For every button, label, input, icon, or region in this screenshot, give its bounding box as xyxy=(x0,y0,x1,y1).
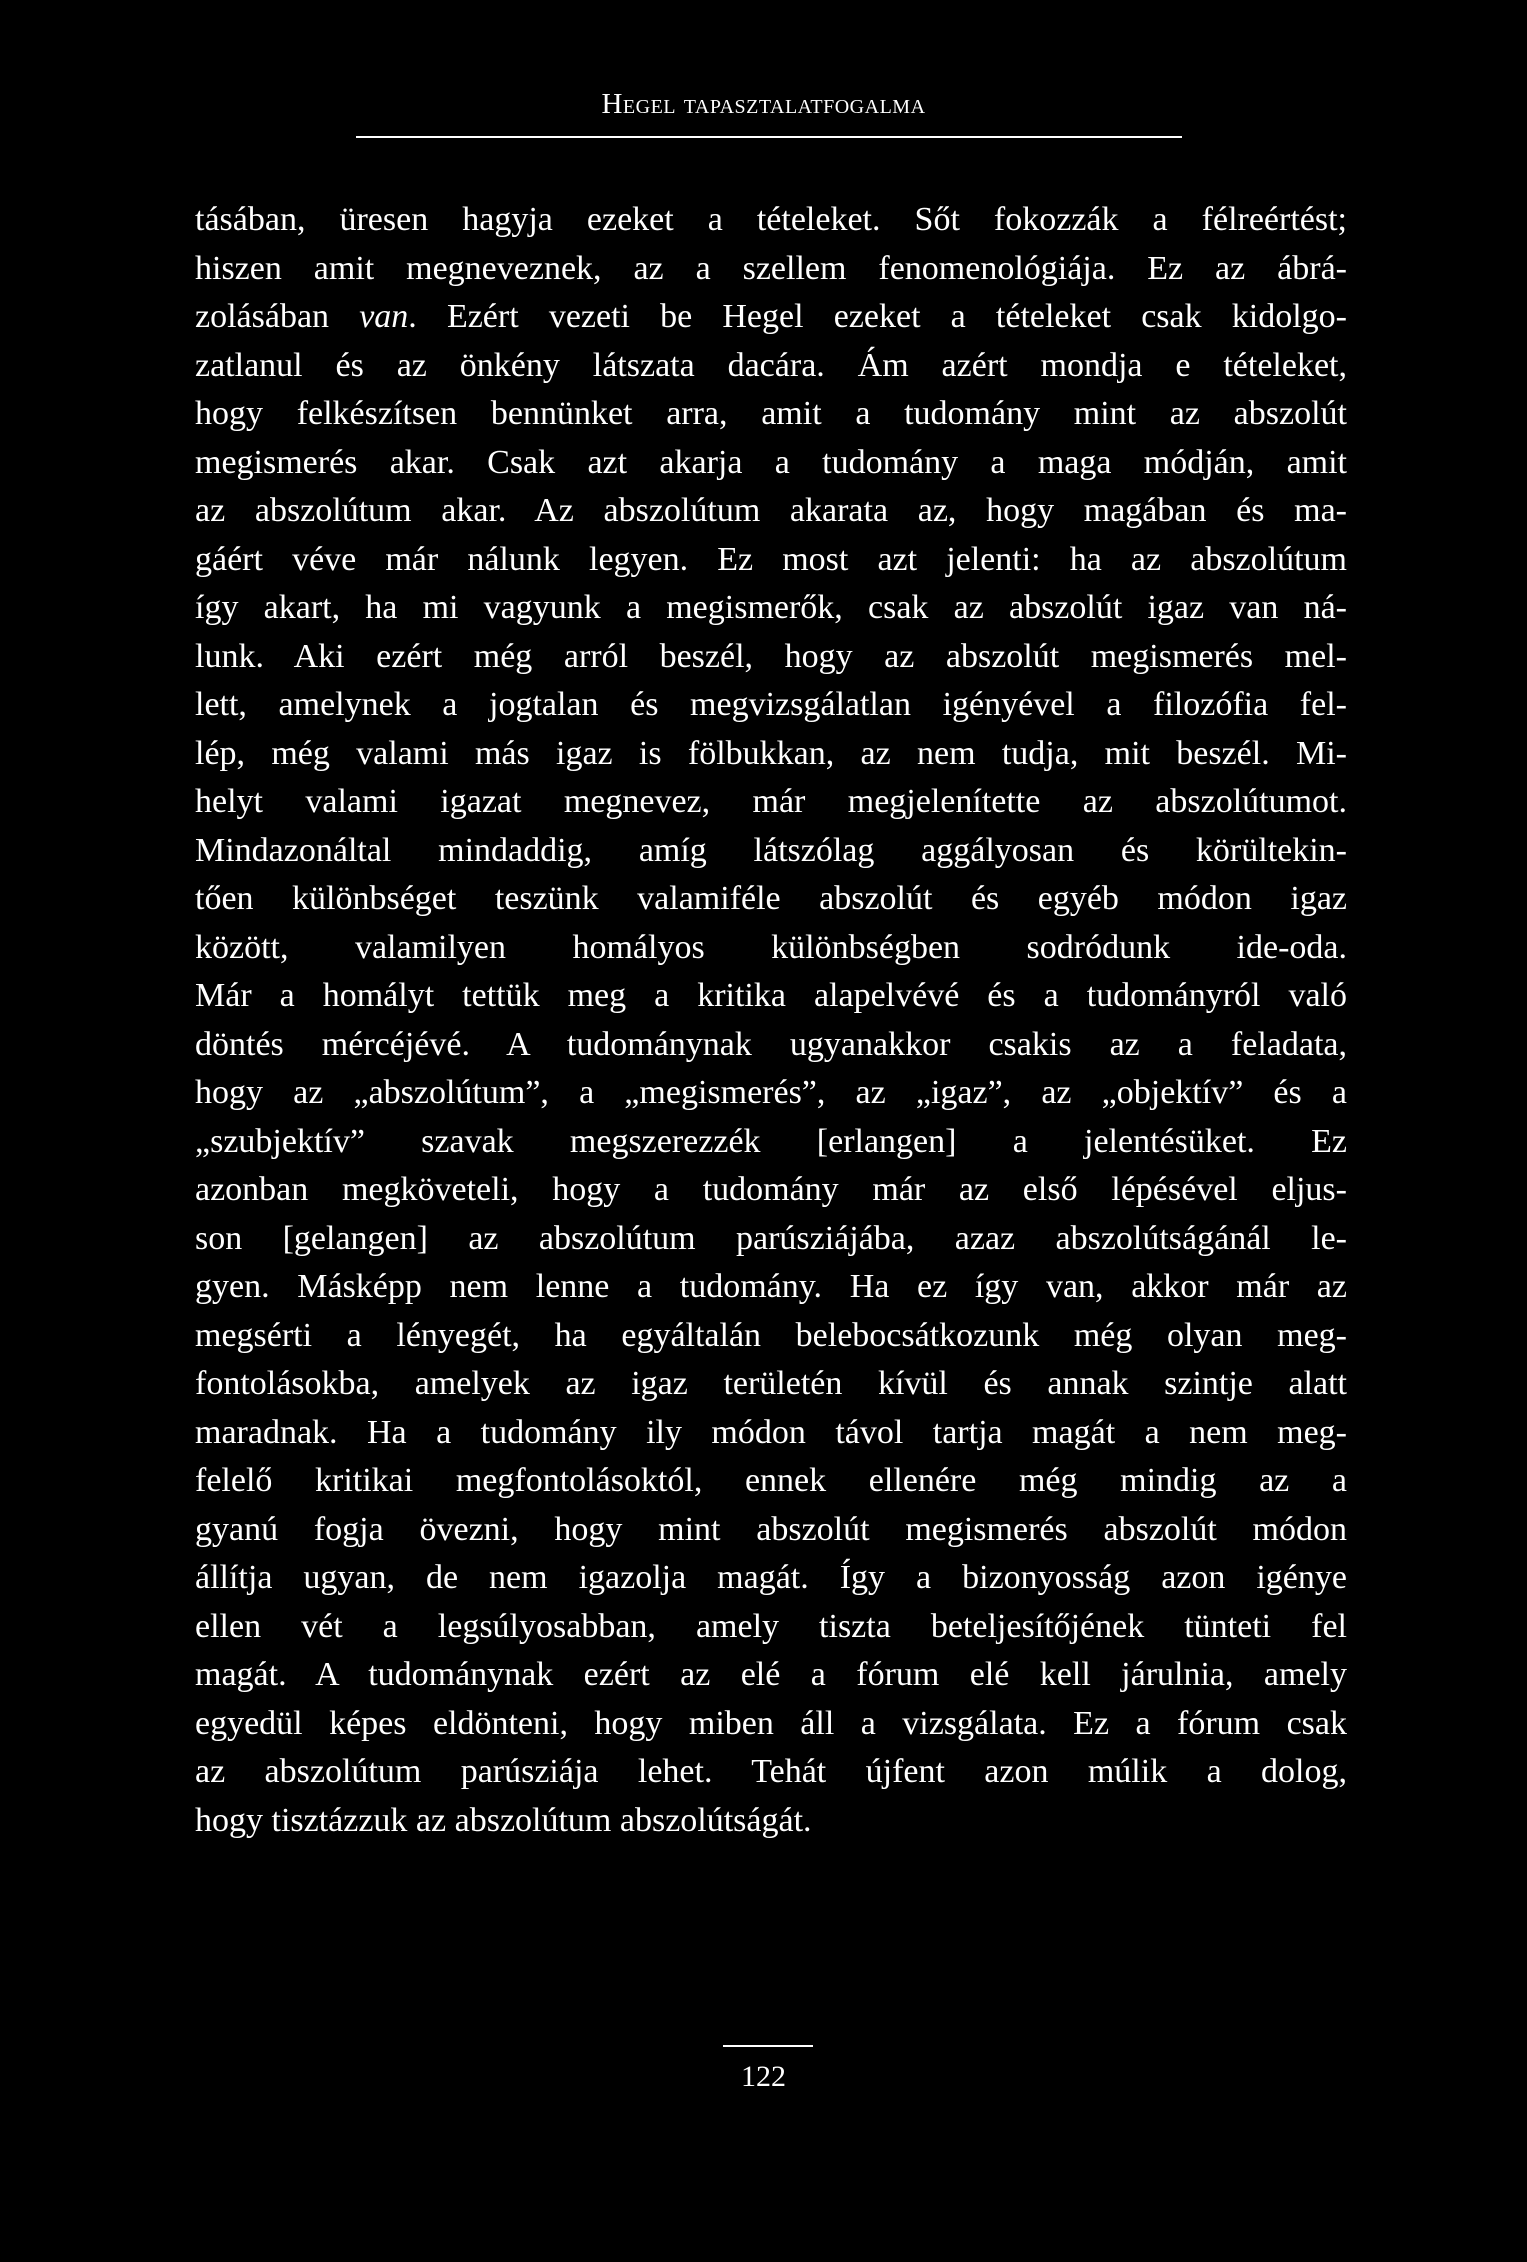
text-line: zatlanul és az önkény látszata dacára. Ám azért mondja e tételeket, xyxy=(195,346,1347,384)
text-line: között, valamilyen homályos különbségben sodródunk ide-oda. xyxy=(195,928,1347,966)
text-line: tásában, üresen hagyja ezeket a tételeket. Sőt fokozzák a félreértést; xyxy=(195,201,1347,238)
text-line: felelő kritikai megfontolásoktól, ennek ellenére még mindig az a xyxy=(195,1462,1347,1499)
text-line: hogy felkészítsen bennünket arra, amit a tudomány mint az abszolút xyxy=(195,395,1347,432)
text-line: gáért véve már nálunk legyen. Ez most azt jelenti: ha az abszolútum xyxy=(195,540,1347,578)
text-line: lép, még valami más igaz is fölbukkan, az nem tudja, mit beszél. Mi- xyxy=(195,734,1347,772)
text-line: megsérti a lényegét, ha egyáltalán belebocsátkozunk még olyan meg- xyxy=(195,1316,1347,1354)
text-segment: . Ezért vezeti be Hegel ezeket a tételeket csak kidolgo- xyxy=(408,298,1347,335)
footer-rule xyxy=(723,2045,813,2047)
text-line: magát. A tudománynak ezért az elé a fórum elé kell járulnia, amely xyxy=(195,1656,1347,1693)
text-line: így akart, ha mi vagyunk a megismerők, csak az abszolút igaz van ná- xyxy=(195,589,1347,626)
text-line: maradnak. Ha a tudomány ily módon távol tartja magát a nem meg- xyxy=(195,1413,1347,1451)
text-line: megismerés akar. Csak azt akarja a tudomány a maga módján, amit xyxy=(195,443,1347,481)
text-line: az abszolútum akar. Az abszolútum akarata az, hogy magában és ma- xyxy=(195,492,1347,529)
body-paragraph xyxy=(195,196,1347,1845)
italic-word: van xyxy=(359,298,409,335)
text-line: lunk. Aki ezért még arról beszél, hogy az abszolút megismerés mel- xyxy=(195,637,1347,675)
text-line: fontolásokba, amelyek az igaz területén kívül és annak szintje alatt xyxy=(195,1365,1347,1402)
text-line: gyanú fogja övezni, hogy mint abszolút megismerés abszolút módon xyxy=(195,1510,1347,1548)
text-line: egyedül képes eldönteni, hogy miben áll a vizsgálata. Ez a fórum csak xyxy=(195,1704,1347,1742)
text-line: az abszolútum parúsziája lehet. Tehát újfent azon múlik a dolog, xyxy=(195,1753,1347,1790)
text-line: „szubjektív” szavak megszerezzék [erlangen] a jelentésüket. Ez xyxy=(195,1122,1347,1160)
text-line: állítja ugyan, de nem igazolja magát. Így a bizonyosság azon igénye xyxy=(195,1559,1347,1596)
text-line: döntés mércéjévé. A tudománynak ugyanakkor csakis az a feladata, xyxy=(195,1025,1347,1063)
text-line: Mindazonáltal mindaddig, amíg látszólag aggályosan és körültekin- xyxy=(195,831,1347,869)
text-segment: zolásában xyxy=(195,298,360,335)
text-line-last: hogy tisztázzuk az abszolútum abszolútságát. xyxy=(195,1801,812,1839)
text-line: gyen. Másképp nem lenne a tudomány. Ha ez így van, akkor már az xyxy=(195,1268,1347,1305)
text-line: hiszen amit megneveznek, az a szellem fenomenológiája. Ez az ábrá- xyxy=(195,249,1347,287)
text-line: Már a homályt tettük meg a kritika alapelvévé és a tudományról való xyxy=(195,977,1347,1014)
text-line: son [gelangen] az abszolútum parúsziájába, azaz abszolútságánál le- xyxy=(195,1219,1347,1257)
text-line-with-italic xyxy=(195,293,1347,342)
running-header: Hegel tapasztalatfogalma xyxy=(601,88,926,120)
text-line: tően különbséget teszünk valamiféle abszolút és egyéb módon igaz xyxy=(195,880,1347,917)
text-line: ellen vét a legsúlyosabban, amely tiszta beteljesítőjének tünteti fel xyxy=(195,1607,1347,1645)
text-line: lett, amelynek a jogtalan és megvizsgálatlan igényével a filozófia fel- xyxy=(195,686,1347,723)
text-line: helyt valami igazat megnevez, már megjelenítette az abszolútumot. xyxy=(195,783,1347,820)
page-number: 122 xyxy=(741,2060,786,2093)
text-line: azonban megköveteli, hogy a tudomány már az első lépésével eljus- xyxy=(195,1171,1347,1208)
header-rule xyxy=(356,136,1182,138)
text-line: hogy az „abszolútum”, a „megismerés”, az „igaz”, az „objektív” és a xyxy=(195,1074,1347,1111)
